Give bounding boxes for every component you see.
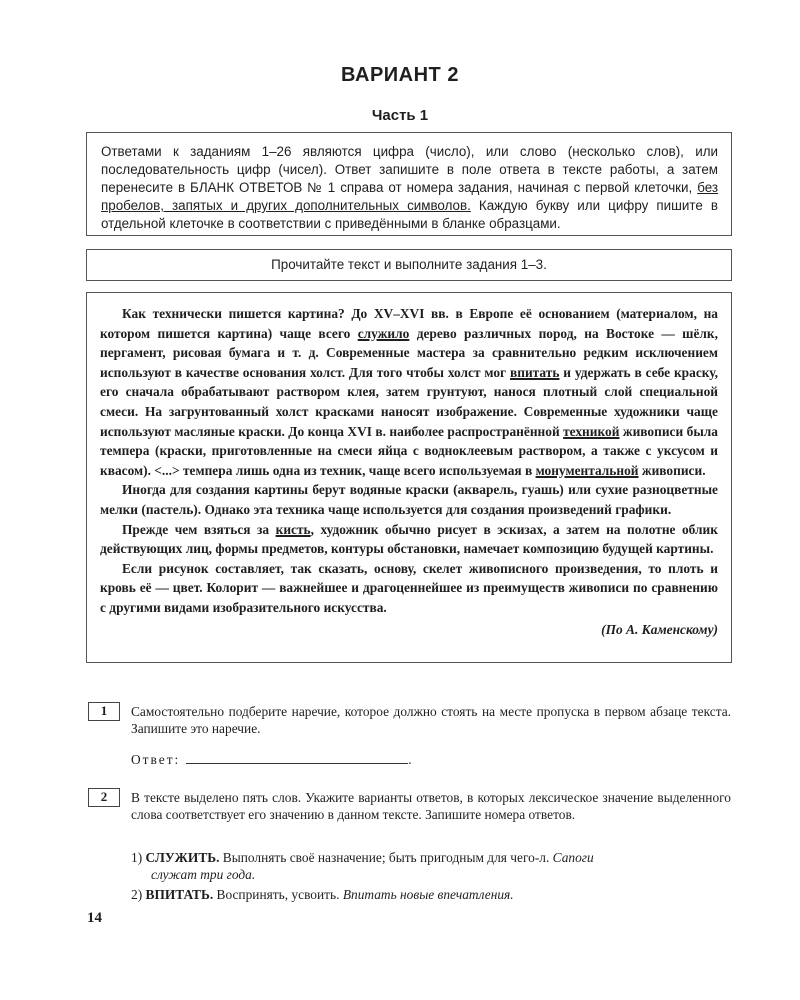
text-paragraph-2: Иногда для создания картины берут водяные краски (акварель, гуашь) или сухие разноцветные мелки (пастель). Однако эта техника чаще используется для создания произведений графики.: [100, 482, 718, 517]
answer-field[interactable]: [186, 751, 408, 764]
text-fragment: дерево различных пород, на Востоке — шёлк, пергамент, рисовая бумага и т. д. Современные мастера за сравнительно редким исключением используют в качестве основания холст. Для того чтобы холст мог: [100, 325, 718, 380]
instructions-box: [86, 132, 732, 236]
task-2-option-1: [131, 849, 731, 883]
text-source: (По А. Каменскому): [601, 621, 718, 637]
keyword-sluzhilo: служило: [357, 325, 410, 341]
option-example: Сапоги: [552, 850, 594, 865]
option-example-cont: служат три года.: [151, 867, 256, 882]
keyword-kist: кисть: [275, 521, 311, 537]
task-2-number: 2: [88, 788, 120, 807]
variant-title: ВАРИАНТ 2: [341, 64, 459, 86]
instructions-text-end: Каждую букву или цифру пишите в отдельной клеточке в соответствии с приведёнными в бланке образцами.: [101, 198, 718, 231]
text-fragment: Прежде чем взяться за: [122, 521, 276, 537]
keyword-vpitat: впитать: [510, 364, 560, 380]
option-number: 1): [131, 850, 143, 865]
read-prompt-box: [86, 249, 732, 281]
text-fragment: и удержать в себе краску, его сначала обрабатывают раствором клея, затем грунтуют, нанося плотный слой специальной смеси. На загрунтованный холст красками наносят изображение. Современные художники чаще используют масляные краски. До конца XVI в. наиболее распространённой: [100, 364, 718, 439]
task-1-answer: [131, 751, 414, 768]
task-2-option-2: [131, 886, 731, 903]
keyword-tekhnikoy: техникой: [563, 423, 620, 439]
reading-text-box: [86, 292, 732, 663]
text-fragment: живописи была темпера (краски, приготовленные на смеси яйца с водноклеевым раствором, а также с уксусом и квасом). <...> темпера лишь одна из техник, чаще всего используемая в: [100, 423, 718, 478]
keyword-monumentalnoy: монументальной: [535, 462, 639, 478]
read-prompt: Прочитайте текст и выполните задания 1–3.: [271, 257, 547, 272]
option-number: 2): [131, 887, 143, 902]
text-fragment: , художник обычно рисует в эскизах, а затем на полотне облик действующих лиц, формы предметов, контуры обстановки, намечает композицию будущей картины.: [100, 521, 718, 557]
text-paragraph-1: [100, 304, 718, 480]
text-fragment: живописи.: [638, 462, 706, 478]
part-title: Часть 1: [371, 107, 429, 124]
instructions-text: Ответами к заданиям 1–26 являются цифра (число), или слово (несколько слов), или последовательность цифр (чисел). Ответ запишите в поле ответа в тексте работы, а затем перенесите в БЛАНК ОТВЕТОВ № 1 справа от номера задания, начиная с первой клеточки,: [101, 144, 718, 195]
task-1-number: 1: [88, 702, 120, 721]
instructions-underlined: без пробелов, запятых и других дополнительных символов.: [101, 180, 718, 213]
text-fragment: Как технически пишется картина? До XV–XVI вв. в Европе её основанием (материалом, на котором пишется картина) чаще всего: [100, 306, 718, 341]
answer-end: .: [408, 752, 414, 767]
option-example: Впитать новые впечатления.: [342, 887, 514, 902]
task-2-text: В тексте выделено пять слов. Укажите варианты ответов, в которых лексическое значение выделенного слова соответствует его значению в данном тексте. Запишите номера ответов.: [131, 790, 731, 822]
option-word: ВПИТАТЬ.: [145, 887, 214, 902]
task-1-text: Самостоятельно подберите наречие, которое должно стоять на месте пропуска в первом абзаце текста. Запишите это наречие.: [131, 704, 731, 736]
option-definition: Выполнять своё назначение; быть пригодным для чего-л.: [219, 850, 553, 865]
answer-label: Ответ:: [131, 752, 181, 767]
option-definition: Воспринять, усвоить.: [213, 887, 343, 902]
text-paragraph-3: [100, 520, 718, 559]
page-number: 14: [87, 910, 102, 926]
option-word: СЛУЖИТЬ.: [145, 850, 220, 865]
text-paragraph-4: Если рисунок составляет, так сказать, основу, скелет живописного произведения, то плоть и кровь её — цвет. Колорит — важнейшее и драгоценнейшее из преимуществ живописи по сравнению с другими видами изобразительного искусства.: [100, 560, 718, 615]
